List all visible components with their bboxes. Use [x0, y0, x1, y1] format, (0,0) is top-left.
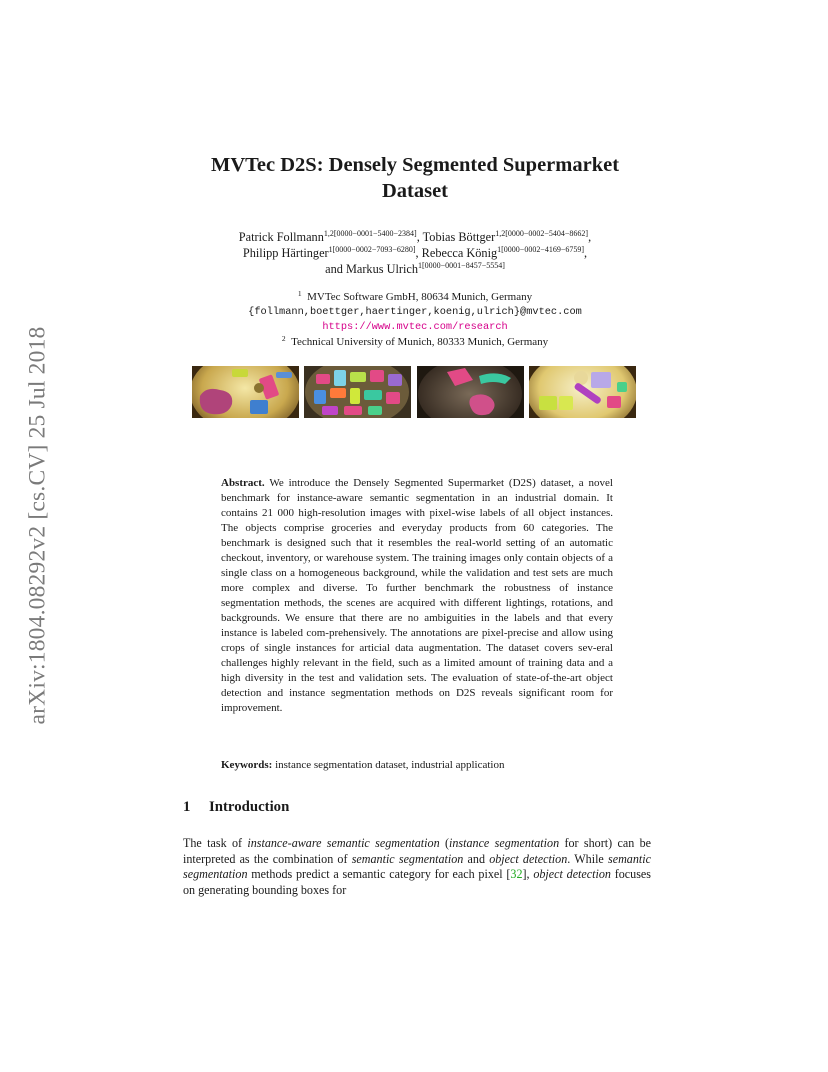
intro-text: and	[463, 851, 490, 866]
teaser-figure	[192, 366, 636, 418]
affiliation-text: MVTec Software GmbH, 80634 Munich, Germany	[307, 291, 533, 303]
title-line-1: MVTec D2S: Densely Segmented Supermarket	[210, 154, 620, 176]
intro-emphasis: instance-aware semantic segmentation	[247, 836, 440, 850]
section-heading-introduction	[183, 799, 289, 816]
dataset-example-image-4	[529, 366, 636, 418]
intro-text: focuses on generating bounding boxes for	[183, 867, 652, 898]
dataset-example-image-1	[192, 366, 299, 418]
intro-emphasis: instance segmentation	[449, 836, 560, 850]
author-separator: ,	[588, 230, 592, 244]
author-orcid: 1,2[0000−0002−5404−8662]	[495, 229, 589, 238]
affiliation-mark: 2	[281, 334, 286, 343]
affiliations	[150, 290, 680, 350]
intro-text: methods predict a semantic category for each pixel [	[247, 867, 511, 882]
author-name: Philipp Härtinger	[242, 246, 329, 260]
dataset-example-image-2	[304, 366, 411, 418]
keywords-label: Keywords:	[221, 759, 273, 771]
affiliation-text: Technical University of Munich, 80333 Munich, Germany	[291, 336, 549, 348]
author-list	[150, 229, 680, 277]
abstract	[221, 476, 613, 716]
intro-text: ],	[522, 867, 534, 882]
keywords-text: instance segmentation dataset, industrial application	[275, 759, 505, 771]
title-line-2: Dataset	[381, 180, 449, 202]
author-name: Patrick Follmann	[238, 230, 324, 244]
keywords	[221, 758, 613, 773]
arxiv-id-text: arXiv:1804.08292v2 [cs.CV] 25 Jul 2018	[24, 326, 51, 724]
paper-title	[150, 152, 680, 204]
author-orcid: 1[0000−0002−4169−6759]	[497, 245, 585, 254]
author-orcid: 1,2[0000−0001−5400−2384]	[323, 229, 417, 238]
intro-emphasis: semantic segmentation	[183, 851, 651, 882]
author-separator: ,	[584, 246, 588, 260]
affiliation-2	[150, 335, 680, 350]
intro-emphasis: semantic segmentation	[351, 851, 464, 866]
citation-link[interactable]: 32	[510, 867, 523, 882]
dataset-example-image-3	[417, 366, 524, 418]
author-name: and Markus Ulrich	[325, 262, 418, 276]
abstract-label: Abstract.	[221, 477, 265, 489]
author-orcid: 1[0000−0002−7093−6280]	[328, 245, 416, 254]
abstract-text: We introduce the Densely Segmented Supermarket (D2S) dataset, a novel benchmark for instance-aware semantic segmentation in an industrial domain. It contains 21 000 high-resolution images with pixel-wise labels of all object instances. The objects comprise groceries and everyday products from 60 categories. The benchmark is designed such that it resembles the real-world setting of an automatic checkout, inventory, or warehouse system. The training images only contain objects of a single class on a homogeneous background, while the validation and test sets are much more complex and diverse. To further benchmark the robustness of instance segmentation methods, the scenes are acquired with different lightings, rotations, and backgrounds. We ensure that there are no ambiguities in the labels and that every instance is labeled com-prehensively. The annotations are pixel-precise and allow using crops of single instances for articial data augmentation. The dataset covers sev-eral challenges highly relevant in the field, such as a limited amount of training data and a high diversity in the test and validation sets. The evaluation of state-of-the-art object detection and instance segmentation methods on D2S reveals significant room for improvement.	[221, 477, 613, 714]
intro-emphasis: object detection	[533, 867, 611, 882]
author-orcid: 1[0000−0001−8457−5554]	[418, 261, 505, 270]
intro-text: The task of	[183, 836, 248, 850]
section-title: Introduction	[209, 799, 290, 815]
intro-emphasis: object detection	[489, 851, 568, 866]
author-separator: ,	[416, 230, 423, 244]
author-emails: {follmann,boettger,haertinger,koenig,ulrich}@mvtec.com	[248, 306, 582, 318]
research-url-link[interactable]: https://www.mvtec.com/research	[322, 321, 508, 333]
author-name: Tobias Böttger	[422, 230, 496, 244]
intro-text: (	[439, 836, 449, 850]
affiliation-1	[150, 290, 680, 305]
intro-text: . While	[567, 851, 608, 866]
author-separator: ,	[415, 246, 422, 260]
arxiv-identifier	[18, 290, 58, 760]
introduction-paragraph	[183, 836, 651, 899]
section-number: 1	[183, 799, 191, 815]
intro-text: for short) can be interpreted as the combination of	[183, 836, 651, 866]
author-name: Rebecca König	[421, 246, 498, 260]
affiliation-mark: 1	[297, 289, 302, 298]
